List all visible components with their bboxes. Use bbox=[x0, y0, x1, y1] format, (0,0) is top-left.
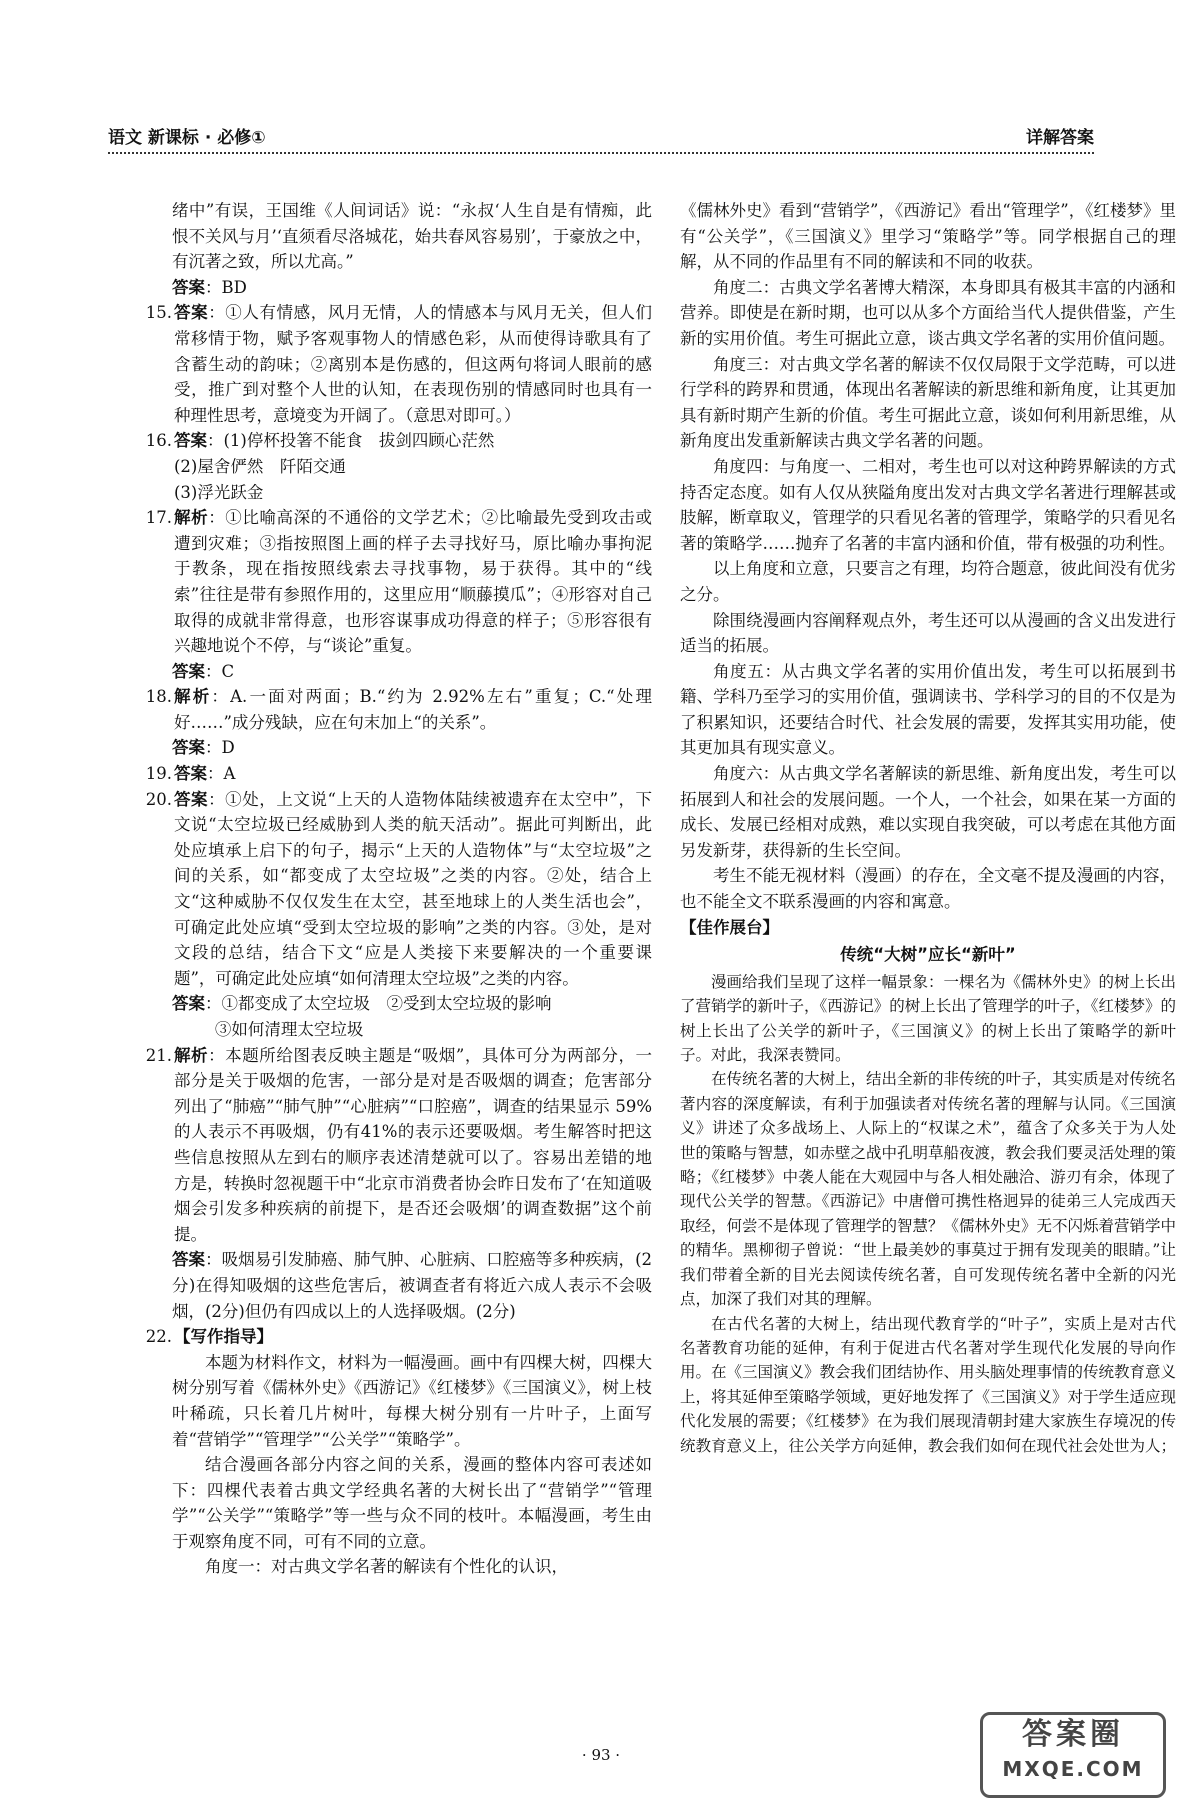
watermark-logo: 答案圈 MXQE.COM bbox=[980, 1712, 1166, 1798]
header-divider bbox=[108, 152, 1094, 154]
question-18: 18. 解析：A.一面对两面；B.“约为 2.92%左右”重复；C.“处理好……”成分残缺，应在句末加上“的关系”。 bbox=[145, 687, 653, 732]
angle-6: 角度六：从古典文学名著解读的新思维、新角度出发，考生可以拓展到人和社会的发展问题。一个人，一个社会，如果在某一方面的成长、发展已经相对成熟，难以实现自我突破，可以考虑在其他方面另发新芽，获得新的生长空间。 bbox=[680, 764, 1176, 860]
left-column bbox=[136, 198, 652, 1580]
page-number: · 93 · bbox=[581, 1746, 621, 1764]
extension-note: 除围绕漫画内容阐释观点外，考生还可以从漫画的含义出发进行适当的拓展。 bbox=[680, 610, 1176, 656]
question-21-answer: 答案：吸烟易引发肺癌、肺气肿、心脏病、口腔癌等多种疾病，(2分)在得知吸烟的这些危害后，被调查者有将近六成人表示不会吸烟，(2分)但仍有四成以上的人选择吸烟。(2分) bbox=[172, 1250, 652, 1321]
guide-continued: 《儒林外史》看到“营销学”，《西游记》看出“管理学”，《红楼梦》里有“公关学”，《三国演义》里学习“策略学”等。同学根据自己的理解，从不同的作品里有不同的解读和不同的收获。 bbox=[680, 201, 1176, 272]
angle-5: 角度五：从古典文学名著的实用价值出发，考生可以拓展到书籍、学科乃至学习的实用价值，强调读书、学科学习的目的不仅是为了积累知识，还要结合时代、社会发展的需要，发挥其实用功能，使其更加具有现实意义。 bbox=[680, 661, 1176, 758]
angle-3: 角度三：对古典文学名著的解读不仅仅局限于文学范畴，可以进行学科的跨界和贯通，体现出名著解读的新思维和新角度，让其更加具有新时期产生新的价值。考生可据此立意，谈如何利用新思维，从新角度出发重新解读古典文学名著的问题。 bbox=[680, 354, 1176, 451]
angle-2: 角度二：古典文学名著博大精深，本身即具有极其丰富的内涵和营养。即使是在新时期，也可以从多个方面给当代人提供借鉴，产生新的实用价值。考生可据此立意，谈古典文学名著的实用价值问题。 bbox=[680, 277, 1176, 348]
right-column bbox=[680, 198, 1176, 1458]
section-model-essay: 【佳作展台】 bbox=[680, 917, 779, 937]
question-19: 19. 答案：A bbox=[145, 764, 236, 784]
caution-note: 考生不能无视材料（漫画）的存在，全文毫不提及漫画的内容，也不能全文不联系漫画的内容和寓意。 bbox=[680, 866, 1176, 912]
header-section: 详解答案 bbox=[1026, 128, 1094, 148]
question-22: 22. 【写作指导】 bbox=[145, 1327, 273, 1347]
question-17-answer: 答案：C bbox=[172, 661, 235, 681]
intro-answer: 答案：BD bbox=[172, 277, 247, 297]
question-20: 20. 答案：①处，上文说“上天的人造物体陆续被遗弃在太空中”，下文说“太空垃圾已经威胁到人类的航天活动”。据此可判断出，此处应填承上启下的句子，揭示“上天的人造物体”与“太空垃圾”之间的关系，如“都变成了太空垃圾”之类的内容。②处，结合上文“这种威胁不仅仅发生在太空，甚至地球上的人类生活也会”，可确定此处应填“受到太空垃圾的影响”之类的内容。③处，是对文段的总结，结合下文“应是人类接下来要解决的一个重要课题”，可确定此处应填“如何清理太空垃圾”之类的内容。 bbox=[145, 789, 653, 988]
question-17: 17. 解析：①比喻高深的不通俗的文学艺术；②比喻最先受到攻击或遭到灾难；③指按照图上画的样子去寻找好马，原比喻办事拘泥于教条，现在指按照线索去寻找事物，易于获得。其中的“线索”往往是带有参照作用的，这里应用“顺藤摸瓜”；④形容对自己取得的成就非常得意，也形容谋事成功得意的样子；⑤形容很有兴趣地说个不停，与“谈论”重复。 bbox=[145, 508, 653, 656]
header-subject: 语文 新课标 · 必修① bbox=[108, 128, 266, 148]
angle-summary: 以上角度和立意，只要言之有理，均符合题意，彼此间没有优劣之分。 bbox=[680, 559, 1176, 604]
angle-4: 角度四：与角度一、二相对，考生也可以对这种跨界解读的方式持否定态度。如有人仅从狭隘角度出发对古典文学名著进行理解甚或肢解，断章取义，管理学的只看见名著的管理学，策略学的只看见名著的策略学……抛弃了名著的丰富内涵和价值，带有极强的功利性。 bbox=[680, 456, 1176, 553]
question-18-answer: 答案：D bbox=[172, 738, 235, 758]
question-15: 15. 答案：①人有情感，风月无情，人的情感本与风月无关，但人们常移情于物，赋予客观事物人的情感色彩，从而使得诗歌具有了含蓄生动的韵味；②离别本是伤感的，但这两句将词人眼前的感受，推广到对整个人世的认知，在表现伤别的情感同时也具有一种理性思考，意境变为开阔了。（意思对即可。） bbox=[145, 303, 653, 425]
essay-title: 传统“大树”应长“新叶” bbox=[840, 945, 1016, 965]
question-22-guide: 本题为材料作文，材料为一幅漫画。画中有四棵大树，四棵大树分别写着《儒林外史》《西游记》《红楼梦》《三国演义》，树上枝叶稀疏，只长着几片树叶，每棵大树分别有一片叶子，上面写着“营销学”“管理学”“公关学”“策略学”。 结合漫画各部分内容之间的关系，漫画的整体内容可表述如下：四棵代表着古典文学经典名著的大树长出了“营销学”“管理学”“公关学”“策略学”等一些与众不同的枝叶。本幅漫画，考生由于观察角度不同，可有不同的立意。 角度一：对古典文学名著的解读有个性化的认识， bbox=[172, 1352, 652, 1577]
question-16: 16. 答案：(1)停杯投箸不能食 拔剑四顾心茫然 (2)屋舍俨然 阡陌交通 (3)浮光跃金 bbox=[145, 431, 495, 502]
intro-text: 绪中”有误，王国维《人间词话》说：“永叔‘人生自是有情痴，此恨不关风与月’‘直须看尽洛城花，始共春风容易别’，于豪放之中，有沉著之致，所以尤高。” bbox=[172, 201, 652, 272]
model-essay: 漫画给我们呈现了这样一幅景象：一棵名为《儒林外史》的树上长出了营销学的新叶子，《西游记》的树上长出了管理学的叶子，《红楼梦》的树上长出了公关学的新叶子，《三国演义》的树上长出了策略学的新叶子。对此，我深表赞同。 在传统名著的大树上，结出全新的非传统的叶子，其实质是对传统名著内容的深度解读，有利于加强读者对传统名著的理解与认同。《三国演义》讲述了众多战场上、人际上的“权谋之术”，蕴含了众多关于为人处世的策略与智慧，如赤壁之战中孔明草船夜渡，教会我们要灵活处理的策略；《红楼梦》中袭人能在大观园中与各人相处融洽、游刃有余，体现了现代公关学的智慧。《西游记》中唐僧可携性格迥异的徒弟三人完成西天取经，何尝不是体现了管理学的智慧？《儒林外史》无不闪烁着营销学中的精华。黑柳彻子曾说：“世上最美妙的事莫过于拥有发现美的眼睛。”让我们带着全新的目光去阅读传统名著，自可发现传统名著中全新的闪光点，加深了我们对其的理解。 在古代名著的大树上，结出现代教育学的“叶子”，实质上是对古代名著教育功能的延伸，有利于促进古代名著对学生现代化发展的导向作用。在《三国演义》教会我们团结协作、用头脑处理事情的传统教育意义上，将其延伸至策略学领域，更好地发挥了《三国演义》对于学生适应现代化发展的需要；《红楼梦》在为我们展现清朝封建大家族生存境况的传统教育意义上，往公关学方向延伸，教会我们如何在现代社会处世为人； bbox=[680, 972, 1177, 1455]
question-21: 21. 解析：本题所给图表反映主题是“吸烟”，具体可分为两部分，一部分是关于吸烟的危害，一部分是对是否吸烟的调查；危害部分列出了“肺癌”“肺气肿”“心脏病”“口腔癌”，调查的结果显示 59%的人表示不再吸烟，仍有41%的表示还要吸烟。考生解答时把这些信息按照从左到右的顺序表述清楚就可以了。容易出差错的地方是，转换时忽视题干中“北京市消费者协会昨日发布了‘在知道吸烟会引发多种疾病的前提下，是否还会吸烟’的调查数据”这个前提。 bbox=[145, 1045, 653, 1244]
question-20-answer: 答案：①都变成了太空垃圾 ②受到太空垃圾的影响 ③如何清理太空垃圾 bbox=[172, 994, 552, 1039]
page-header bbox=[108, 118, 1094, 148]
